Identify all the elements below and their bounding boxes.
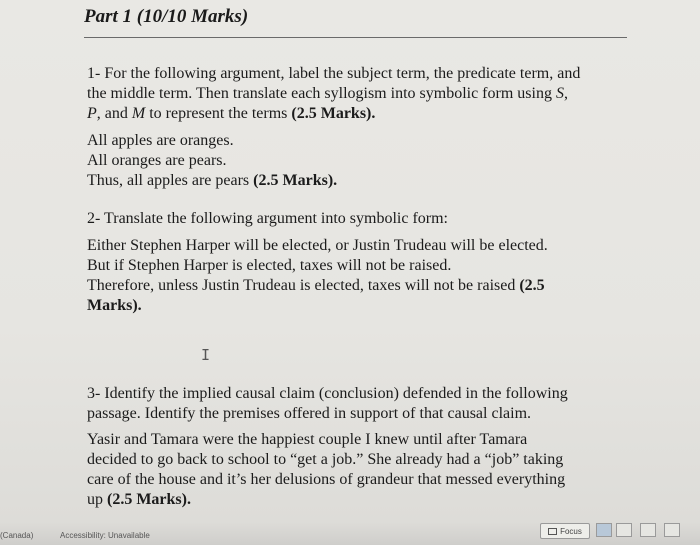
q2-prompt: 2- Translate the following argument into symbolic form: (87, 210, 448, 227)
print-layout-icon[interactable] (596, 523, 612, 537)
question-1 (87, 64, 632, 124)
q3-passage-line-4 (87, 490, 632, 510)
focus-icon (548, 528, 557, 535)
syllogism-marks: (2.5 Marks). (253, 172, 338, 189)
syllogism-premise-1: All apples are oranges. (87, 132, 234, 149)
q2-line-3 (87, 276, 632, 296)
symbol-m: M (131, 105, 146, 122)
q1-line-2-text: the middle term. Then translate each syllogism into symbolic form using (87, 85, 556, 102)
q3-line-2: passage. Identify the premises offered in support of that causal claim. (87, 405, 532, 422)
focus-label: Focus (560, 526, 582, 536)
syllogism-conclusion (87, 171, 632, 191)
q3-passage (87, 430, 632, 510)
q2-line-3-text: Therefore, unless Justin Trudeau is elected, taxes will not be raised (87, 277, 520, 294)
q2-line-4 (87, 296, 632, 316)
page-title: Part 1 (10/10 Marks) (84, 6, 249, 27)
q1-line-3-text: to represent the terms (145, 105, 292, 122)
read-mode-icon[interactable] (640, 523, 656, 537)
q1-line-3-and: , and (96, 105, 132, 122)
q3-line-1: 3- Identify the implied causal claim (conclusion) defended in the following (87, 385, 568, 402)
text-cursor-icon: I (201, 346, 211, 364)
zoom-icon[interactable] (664, 523, 680, 537)
question-3 (87, 384, 632, 424)
q2-marks-part-1: (2.5 (519, 277, 545, 294)
focus-button[interactable] (540, 523, 590, 539)
syllogism-conclusion-text: Thus, all apples are pears (87, 172, 254, 189)
q1-line-3 (87, 104, 632, 124)
q3-passage-line-2: decided to go back to school to “get a job.” She already had a “job” taking (87, 451, 564, 468)
q3-marks: (2.5 Marks). (107, 491, 191, 508)
q2-line-2: But if Stephen Harper is elected, taxes will not be raised. (87, 257, 452, 274)
language-status[interactable]: (Canada) (0, 531, 34, 540)
q1-line-1: 1- For the following argument, label the subject term, the predicate term, and (87, 65, 581, 82)
symbol-s: S (555, 85, 564, 102)
q2-line-1: Either Stephen Harper will be elected, or Justin Trudeau will be elected. (87, 237, 548, 254)
q1-marks: (2.5 Marks). (291, 105, 376, 122)
q1-line-2-comma: , (563, 85, 568, 102)
q3-passage-line-4-text: up (87, 491, 107, 508)
q2-argument (87, 236, 632, 316)
title-underline (84, 37, 627, 38)
web-layout-icon[interactable] (616, 523, 632, 537)
q3-passage-line-1: Yasir and Tamara were the happiest couple I knew until after Tamara (87, 431, 528, 448)
q2-marks-part-2: Marks). (87, 297, 142, 314)
symbol-p: P (87, 105, 97, 122)
q3-passage-line-3: care of the house and it’s her delusions of grandeur that messed everything (87, 471, 566, 488)
accessibility-status[interactable]: Accessibility: Unavailable (60, 531, 150, 540)
syllogism-premise-2: All oranges are pears. (87, 152, 227, 169)
question-2 (87, 209, 632, 229)
q1-line-2 (87, 84, 632, 104)
syllogism (87, 131, 632, 191)
